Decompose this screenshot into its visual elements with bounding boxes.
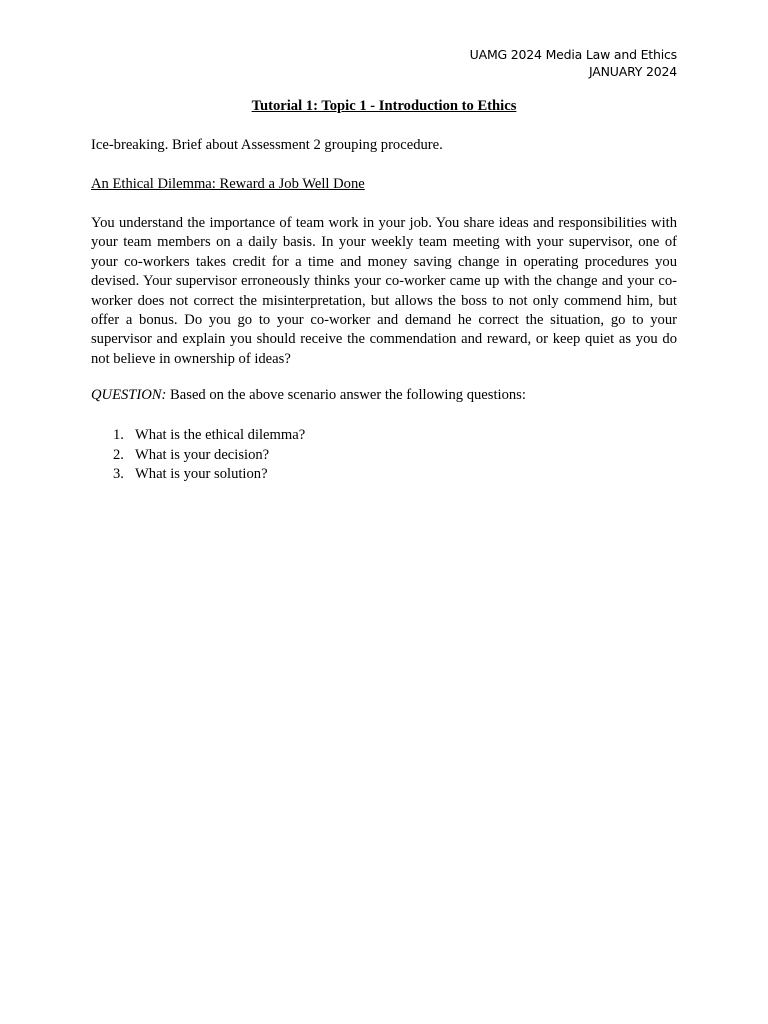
list-item bbox=[91, 426, 305, 446]
list-item-number: 1. bbox=[113, 427, 124, 443]
question-text: Based on the above scenario answer the following questions: bbox=[166, 387, 526, 403]
page-header bbox=[470, 46, 677, 80]
question-line bbox=[91, 387, 526, 404]
intro-paragraph: Ice-breaking. Brief about Assessment 2 grouping procedure. bbox=[91, 137, 443, 153]
scenario-paragraph: You understand the importance of team work in your job. You share ideas and responsibilities with your team members on a daily basis. In your weekly team meeting with your supervisor, one of your co-workers takes credit for a time and money saving change in operating procedures you devised. Your supervisor erroneously thinks your co-worker came up with the change and your co-worker does not correct the misinterpretation, but allows the boss to not only commend him, but offer a bonus. Do you go to your co-worker and demand he correct the situation, go to your supervisor and explain you should receive the commendation and reward, or keep quiet as you do not believe in ownership of ideas? bbox=[91, 215, 677, 367]
list-item-number: 3. bbox=[113, 466, 124, 483]
dilemma-heading: An Ethical Dilemma: Reward a Job Well Done bbox=[91, 176, 365, 192]
document-title: Tutorial 1: Topic 1 - Introduction to Ethics bbox=[251, 98, 517, 114]
header-date: JANUARY 2024 bbox=[589, 64, 677, 79]
list-item bbox=[91, 446, 305, 466]
header-course-title: UAMG 2024 Media Law and Ethics bbox=[469, 47, 677, 62]
list-item bbox=[91, 465, 305, 485]
list-item-text: What is your decision? bbox=[135, 446, 270, 463]
list-item-text: What is your solution? bbox=[135, 466, 268, 483]
question-list bbox=[91, 426, 305, 485]
question-label: QUESTION: bbox=[91, 387, 167, 403]
list-item-text: What is the ethical dilemma? bbox=[135, 427, 306, 443]
list-item-number: 2. bbox=[113, 446, 124, 463]
